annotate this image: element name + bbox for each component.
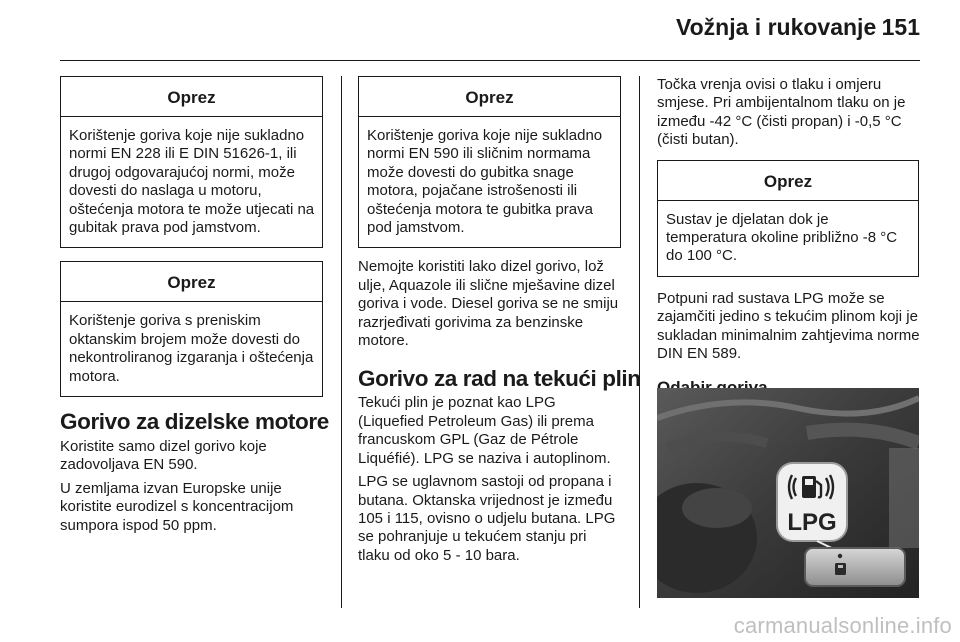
lpg-photo-illustration	[657, 388, 919, 598]
caution-text: Korištenje goriva koje nije sukladno normi EN 228 ili E DIN 51626-1, ili drugoj odgovarajućoj normi, može dovesti do naslaga u motoru, oštećenja motora te može utjecati na gubitak prava pod jamstvom.	[69, 127, 315, 237]
caution-title: Oprez	[359, 77, 620, 117]
column-divider	[639, 76, 640, 608]
middle-column	[358, 76, 641, 565]
paragraph: Tekući plin je poznat kao LPG (Liquefied Petroleum Gas) ili prema francuskom GPL (Gaz de Pétrole Liquéfié). LPG se naziva i autoplinom.	[358, 394, 611, 467]
lpg-label: LPG	[787, 509, 837, 536]
page-number: 151	[881, 14, 920, 40]
caution-box	[657, 160, 919, 277]
paragraph: LPG se uglavnom sastoji od propana i butana. Oktanska vrijednost je između 105 i 115, ovisno o udjelu butana. LPG se pohranjuje u tekućem stanju pri tlaku od oko 5 - 10 bara.	[358, 473, 616, 564]
column-divider	[341, 76, 342, 608]
left-column	[60, 76, 329, 535]
header-rule	[60, 60, 920, 61]
caution-box	[60, 261, 323, 397]
caution-title: Oprez	[61, 77, 322, 117]
caution-text: Sustav je djelatan dok je temperatura okoline približno -8 °C do 100 °C.	[666, 210, 898, 265]
caution-text: Korištenje goriva koje nije sukladno normi EN 590 ili sličnim normama može dovesti do gubitka snage motora, pojačane istrošenosti ili oštećenja motora te gubitka prava pod jamstvom.	[367, 127, 603, 237]
section-heading: Gorivo za rad na tekući plin	[358, 366, 641, 392]
caution-box	[358, 76, 621, 248]
paragraph: Koristite samo dizel gorivo koje zadovoljava EN 590.	[60, 438, 267, 474]
paragraph: Nemojte koristiti lako dizel gorivo, lož ulje, Aquazole ili slične mješavine dizel goriva i vode. Diesel goriva se ne smiju razrjeđivati gorivima za benzinske motore.	[358, 258, 619, 350]
paragraph: Potpuni rad sustava LPG može se zajamčiti jedino s tekućim plinom koji je sukladan minimalnim zahtjevima norme DIN EN 589.	[657, 289, 920, 363]
paragraph: U zemljama izvan Europske unije koristite eurodizel s koncentracijom sumpora ispod 50 ppm.	[60, 479, 294, 534]
lpg-button-photo	[657, 388, 919, 598]
caution-title: Oprez	[61, 262, 322, 302]
section-heading: Gorivo za dizelske motore	[60, 409, 329, 435]
watermark: carmanualsonline.info	[733, 613, 952, 638]
section-title: Vožnja i rukovanje	[676, 14, 877, 40]
caution-title: Oprez	[658, 161, 918, 201]
paragraph: Točka vrenja ovisi o tlaku i omjeru smjese. Pri ambijentalnom tlaku on je između -42 °C (čisti propan) i -0,5 °C (čisti butan).	[657, 76, 906, 149]
caution-box	[60, 76, 323, 248]
caution-text: Korištenje goriva s preniskim oktanskim brojem može dovesti do nekontroliranog izgaranja i oštećenja motora.	[69, 312, 314, 385]
right-column	[657, 76, 922, 398]
lpg-selector-button	[805, 548, 905, 586]
